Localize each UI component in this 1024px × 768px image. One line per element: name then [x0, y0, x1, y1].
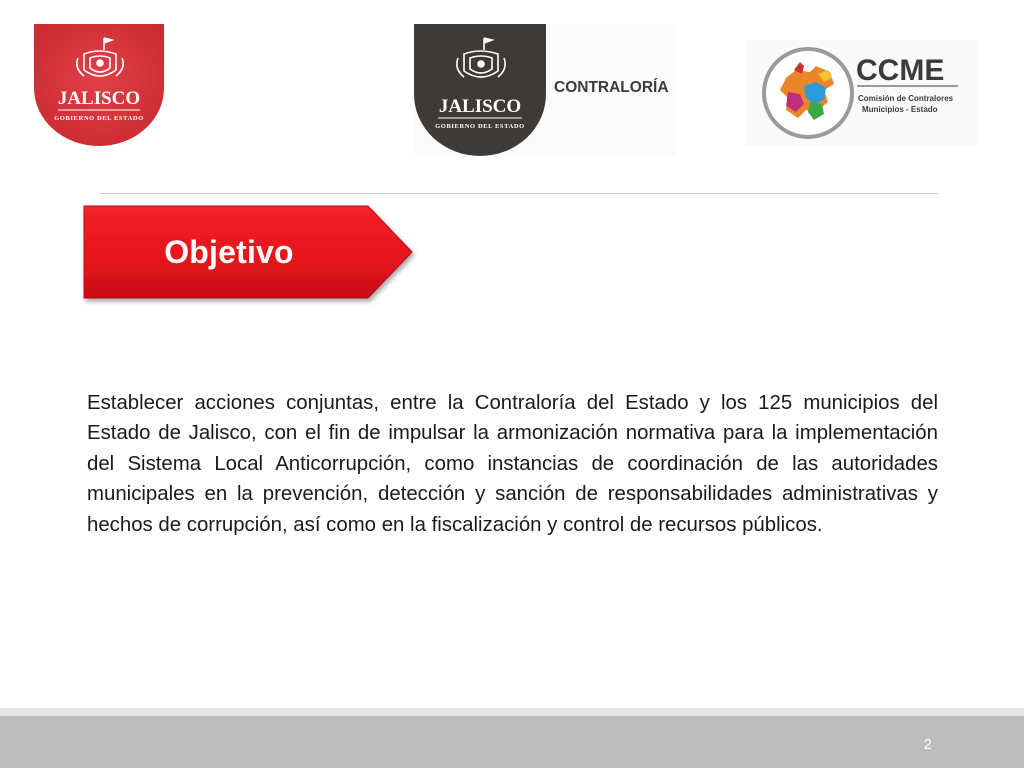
contraloria-label: CONTRALORÍA: [554, 79, 669, 96]
ccme-acronym: CCME: [856, 54, 945, 87]
jalisco-wordmark: JALISCO: [57, 88, 141, 109]
jalisco-logo: [34, 24, 164, 146]
ccme-line-2: Municipios - Estado: [862, 105, 938, 114]
ccme-logo: [746, 40, 978, 146]
jalisco-subtitle: GOBIERNO DEL ESTADO: [54, 115, 144, 122]
header-divider: [100, 193, 938, 194]
contraloria-shield-shape: [414, 24, 546, 156]
contraloria-jalisco-wordmark: JALISCO: [438, 96, 522, 117]
jalisco-shield-shape: [34, 24, 164, 146]
objetivo-title: Objetivo: [164, 233, 294, 270]
contraloria-logo: [414, 24, 676, 156]
footer-bar: [0, 716, 1024, 768]
ccme-logo-graphic: [746, 40, 978, 146]
contraloria-logo-graphic: [414, 24, 676, 156]
jalisco-logo-graphic: [34, 24, 164, 146]
ccme-line-1: Comisión de Contralores: [858, 94, 954, 103]
footer-stripe: [0, 708, 1024, 716]
page-number: 2: [923, 736, 932, 753]
contraloria-subtitle: GOBIERNO DEL ESTADO: [435, 123, 525, 130]
objective-paragraph: Establecer acciones conjuntas, entre la Contraloría del Estado y los 125 municipios del Estado de Jalisco, con el fin de impulsar la armonización normativa para la implementación del Sistema Local Anticorrupción, como instancias de coordinación de las autoridades municipales en la prevención, detección y sanción de responsabilidades administrativas y hechos de corrupción, así como en la fiscalización y control de recursos públicos.: [87, 392, 938, 536]
